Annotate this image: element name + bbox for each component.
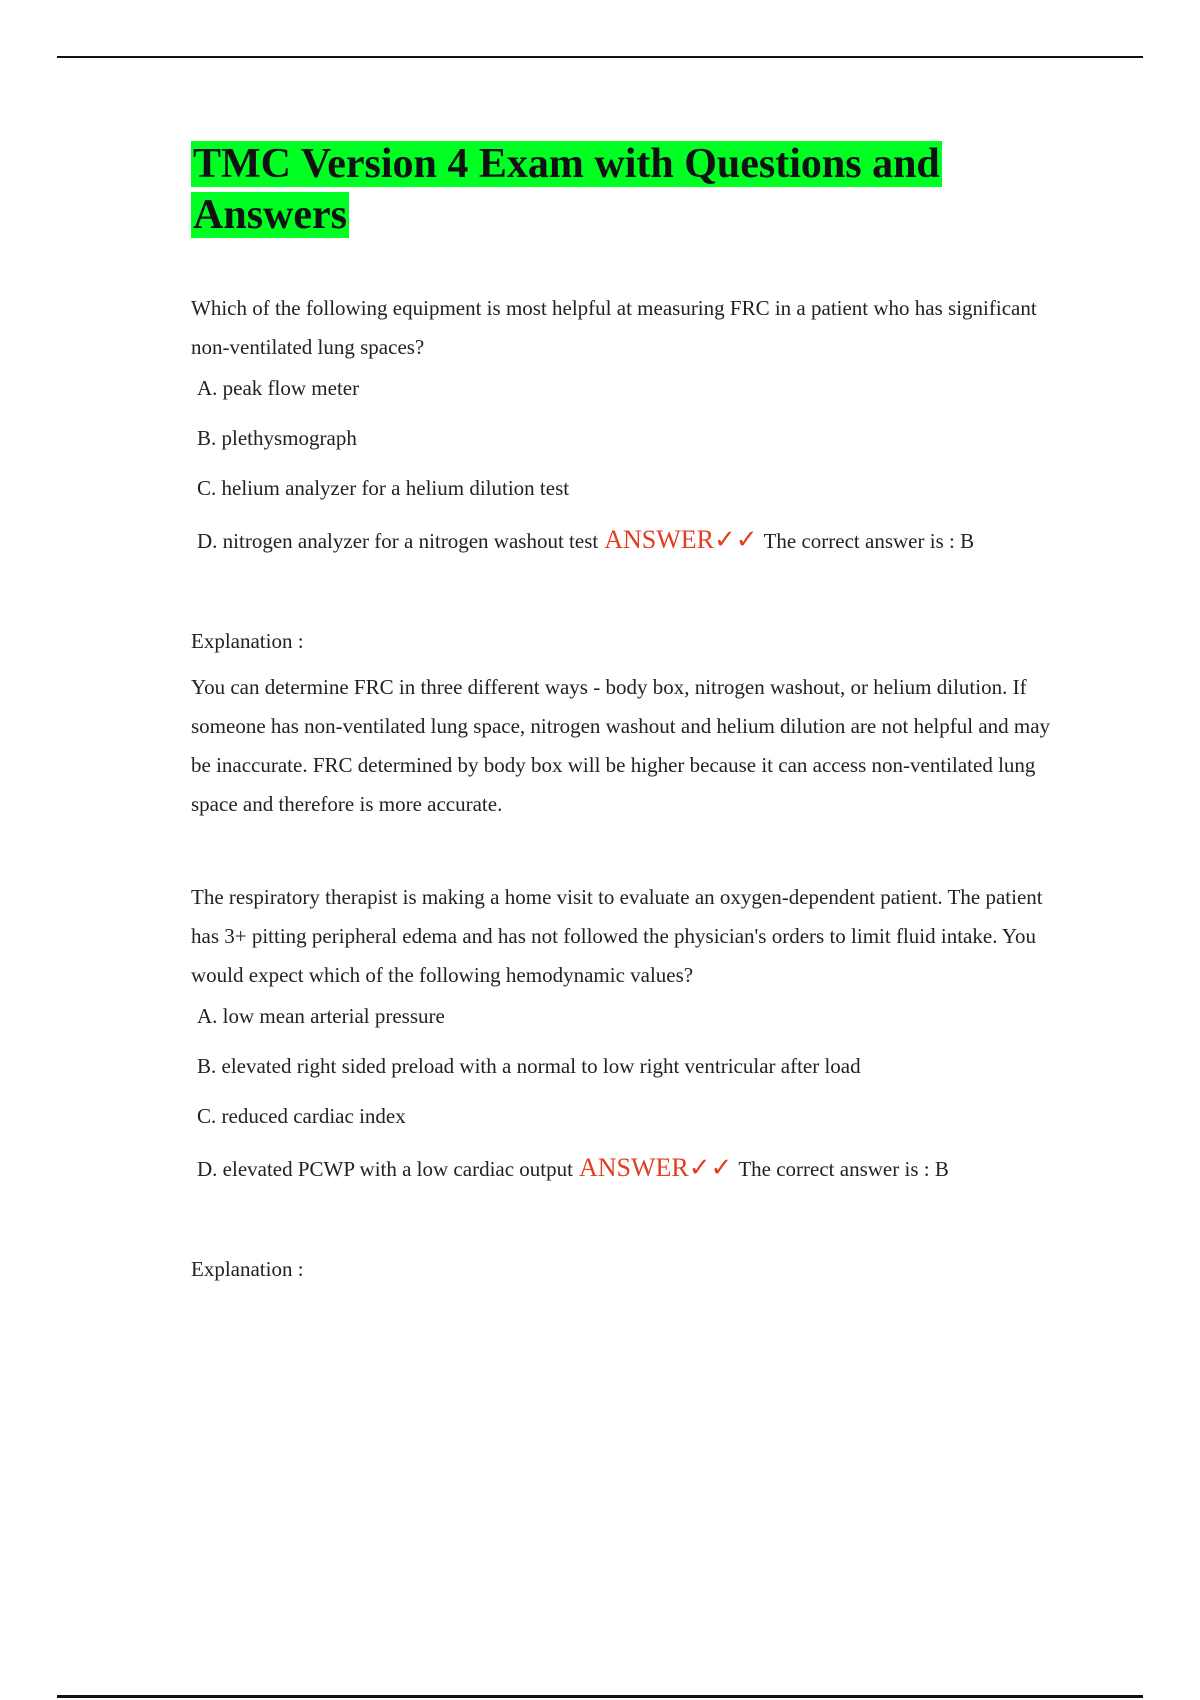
- title-highlight: TMC Version 4 Exam with Questions and Answers: [193, 141, 940, 238]
- question-2-answer-mark: ANSWER✓✓: [578, 1153, 733, 1182]
- question-2-options: [197, 1003, 1071, 1184]
- question-1-options: [197, 375, 1071, 556]
- question-1-option-d: D. nitrogen analyzer for a nitrogen washout test: [197, 529, 599, 553]
- document-title: [191, 139, 1071, 241]
- question-1-option-b: B. plethysmograph: [197, 426, 357, 450]
- question-2-option-a: A. low mean arterial pressure: [197, 1004, 445, 1028]
- question-1-answer-mark: ANSWER✓✓: [604, 525, 758, 554]
- question-2-option-d: D. elevated PCWP with a low cardiac output: [197, 1157, 573, 1181]
- question-2-option-b: B. elevated right sided preload with a normal to low right ventricular after load: [197, 1054, 861, 1078]
- question-1-answer-text: The correct answer is : B: [763, 529, 975, 553]
- question-1-text: Which of the following equipment is most helpful at measuring FRC in a patient who has significant non-ventilated lung spaces?: [191, 296, 1037, 359]
- page-bottom-rule: [57, 1695, 1143, 1698]
- question-1-explanation-label: Explanation :: [191, 629, 304, 653]
- question-2: [191, 878, 1071, 1282]
- question-1: [191, 289, 1071, 824]
- document-body: [191, 139, 1071, 1282]
- question-2-option-c: C. reduced cardiac index: [197, 1104, 406, 1128]
- question-1-option-d-with-answer: [197, 525, 1071, 556]
- question-2-text: The respiratory therapist is making a home visit to evaluate an oxygen-dependent patient. The patient has 3+ pitting peripheral edema and has not followed the physician's orders to limit fluid intake. You would expect which of the following hemodynamic values?: [191, 885, 1043, 987]
- question-1-explanation: You can determine FRC in three different ways - body box, nitrogen washout, or helium dilution. If someone has non-ventilated lung space, nitrogen washout and helium dilution are not helpful and may be inaccurate. FRC determined by body box will be higher because it can access non-ventilated lung space and therefore is more accurate.: [191, 675, 1051, 816]
- page-top-rule: [57, 56, 1143, 58]
- question-2-explanation-label: Explanation :: [191, 1257, 304, 1281]
- question-1-option-a: A. peak flow meter: [197, 376, 360, 400]
- question-1-option-c: C. helium analyzer for a helium dilution test: [197, 476, 570, 500]
- question-2-option-d-with-answer: [197, 1153, 1071, 1184]
- question-2-answer-text: The correct answer is : B: [738, 1157, 949, 1181]
